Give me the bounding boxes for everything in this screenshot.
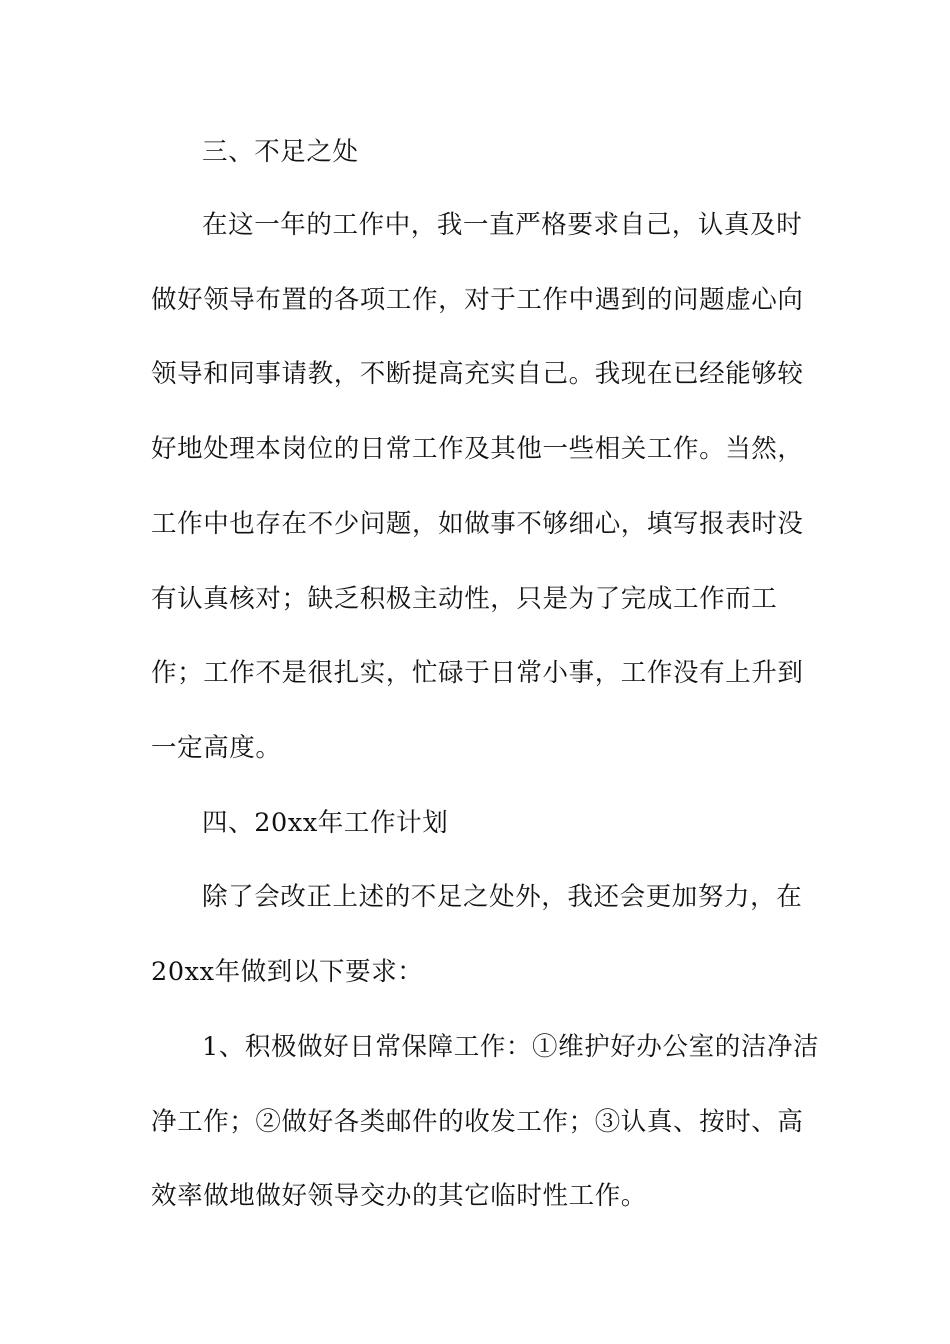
list-item-line: 净工作；②做好各类邮件的收发工作；③认真、按时、高: [151, 1107, 804, 1137]
paragraph-line: 做好领导布置的各项工作，对于工作中遇到的问题虚心向: [151, 285, 804, 315]
paragraph-line: 一定高度。: [151, 733, 282, 763]
paragraph-line: 领导和同事请教，不断提高充实自己。我现在已经能够较: [151, 359, 804, 389]
paragraph-line: 好地处理本岗位的日常工作及其他一些相关工作。当然，: [151, 434, 804, 464]
paragraph-line: 20xx年做到以下要求：: [151, 957, 424, 987]
paragraph-line: 在这一年的工作中，我一直严格要求自己，认真及时: [202, 210, 803, 240]
paragraph-line: 工作中也存在不少问题，如做事不够细心，填写报表时没: [151, 509, 804, 539]
section-heading-shortcomings: 三、不足之处: [202, 137, 359, 167]
section-heading-work-plan: 四、20xx年工作计划: [202, 808, 449, 838]
paragraph-line: 作；工作不是很扎实，忙碌于日常小事，工作没有上升到: [151, 658, 804, 688]
list-item-line: 效率做地做好领导交办的其它临时性工作。: [151, 1181, 647, 1211]
list-item-line: 1、积极做好日常保障工作：①维护好办公室的洁净洁: [202, 1032, 820, 1062]
paragraph-line: 除了会改正上述的不足之处外，我还会更加努力，在: [202, 882, 803, 912]
paragraph-line: 有认真核对；缺乏积极主动性，只是为了完成工作而工: [151, 584, 778, 614]
